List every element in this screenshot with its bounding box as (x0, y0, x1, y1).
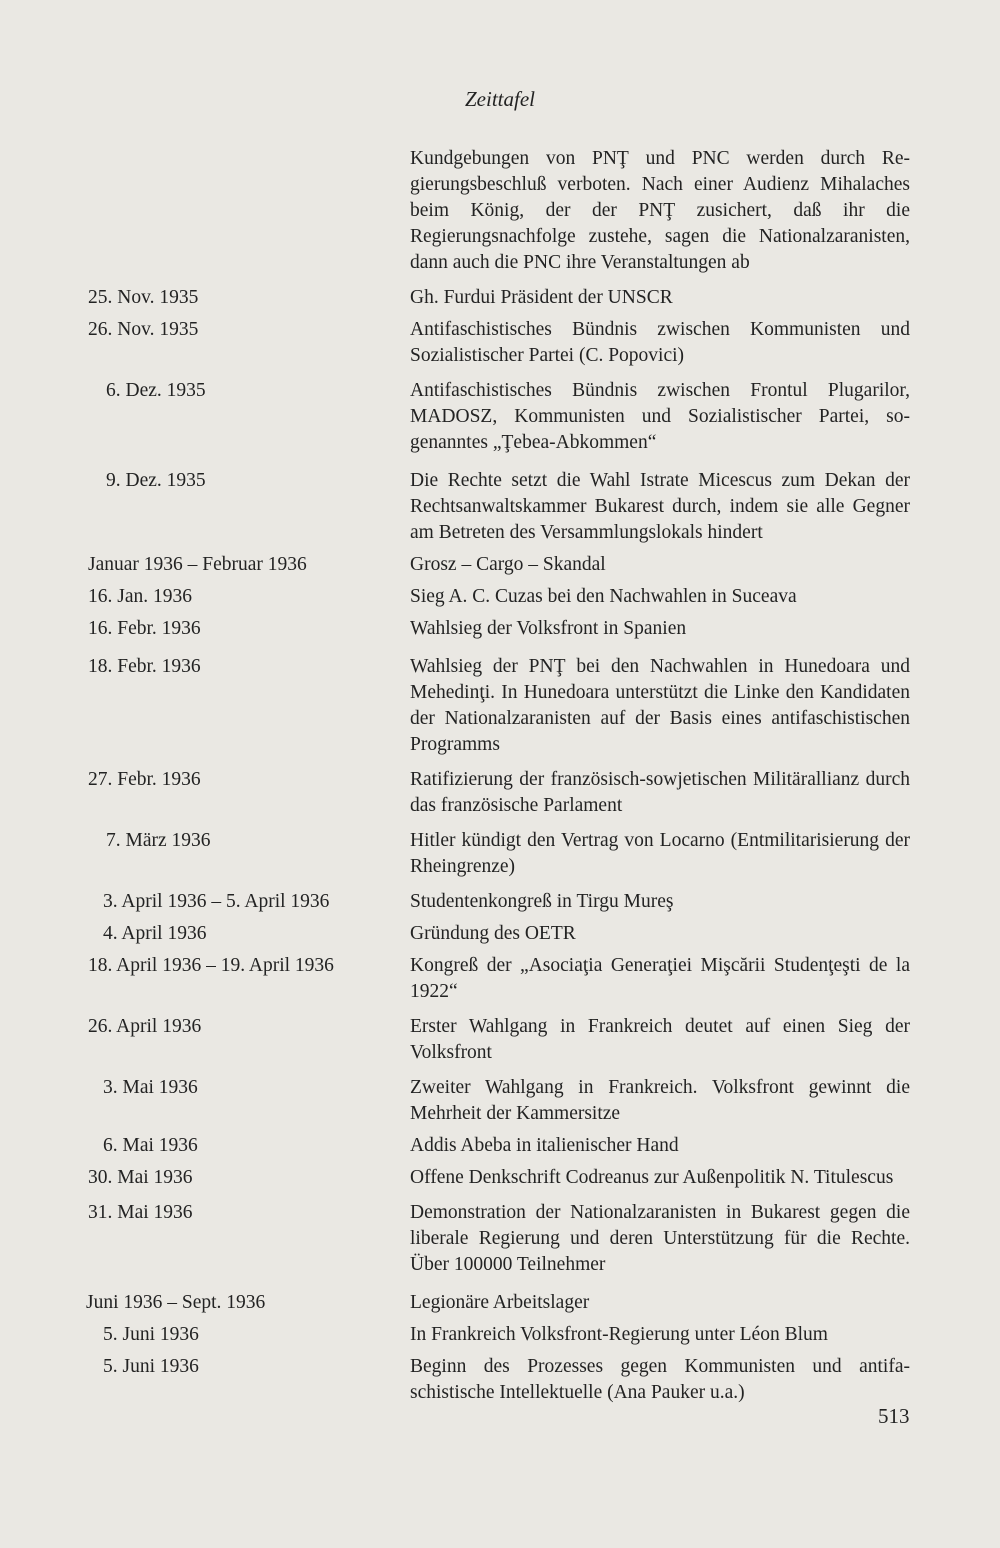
chronology-entry (0, 285, 1000, 311)
entry-date: 7. März 1936 (106, 830, 211, 851)
entry-text: Gründung des OETR (410, 923, 576, 944)
chronology-entry (0, 552, 1000, 578)
chronology-entry (0, 1075, 1000, 1127)
chronology-entry (0, 953, 1000, 1005)
entry-date: 26. Nov. 1935 (88, 319, 199, 340)
chronology-entry (0, 889, 1000, 915)
chronology-entry (0, 1200, 1000, 1278)
entry-date: 31. Mai 1936 (88, 1202, 193, 1223)
entry-text: In Frankreich Volksfront-Regierung unter Léon Blum (410, 1324, 828, 1345)
running-head: Zeittafel (465, 87, 535, 111)
entry-text: Die Rechte setzt die Wahl Istrate Micescus zum Dekan der Rechtsanwaltskammer Bukarest durch, indem sie alle Gegner am Betreten des Versammlungslokals hindert (410, 470, 910, 543)
entry-date: 16. Jan. 1936 (88, 586, 192, 607)
entry-date: 30. Mai 1936 (88, 1167, 193, 1188)
chronology-entry (0, 146, 1000, 276)
entry-text: Wahlsieg der PNŢ bei den Nachwahlen in Hunedoara und Mehedinţi. In Hunedoara unterstützt die Linke den Kandidaten der Nationalzaranisten auf der Basis eines antifaschistischen Programms (410, 656, 910, 755)
entry-text: Kundgebungen von PNŢ und PNC werden durch Regierungsbeschluß verboten. Nach einer Audienz Mihalaches beim König, der der PNŢ zusichert, daß ihr die Regierungsnachfolge zustehe, sagen die Nationalzaranisten, dann auch die PNC ihre Veranstaltungen ab (410, 148, 910, 273)
entry-text: Beginn des Prozesses gegen Kommunisten und antifaschistische Intellektuelle (Ana Pauker u.a.) (410, 1356, 910, 1403)
entry-date: 25. Nov. 1935 (88, 287, 199, 308)
chronology-entry (0, 767, 1000, 819)
entry-text: Demonstration der Nationalzaranisten in Bukarest gegen die liberale Regierung und deren Unterstützung für die Rechte. Über 100000 Teilnehmer (410, 1202, 910, 1275)
entry-date: 3. April 1936 – 5. April 1936 (103, 891, 330, 912)
entry-date: 18. Febr. 1936 (88, 656, 201, 677)
entry-text: Sieg A. C. Cuzas bei den Nachwahlen in Suceava (410, 586, 797, 607)
entry-text: Gh. Furdui Präsident der UNSCR (410, 287, 673, 308)
entry-text: Antifaschistisches Bündnis zwischen Kommunisten und Sozialistischer Partei (C. Popovici) (410, 319, 910, 366)
entry-date: 3. Mai 1936 (103, 1077, 198, 1098)
entry-date: Januar 1936 – Februar 1936 (88, 554, 307, 575)
chronology-entry (0, 828, 1000, 880)
entry-date: 4. April 1936 (103, 923, 207, 944)
chronology-entry (0, 1322, 1000, 1348)
chronology-list (0, 146, 1000, 1406)
entry-date: 26. April 1936 (88, 1016, 202, 1037)
entry-date: 6. Dez. 1935 (106, 380, 206, 401)
entry-text: Hitler kündigt den Vertrag von Locarno (Entmilitarisierung der Rheingrenze) (410, 830, 910, 877)
chronology-entry (0, 1165, 1000, 1191)
chronology-entry (0, 1290, 1000, 1316)
entry-date: 6. Mai 1936 (103, 1135, 198, 1156)
chronology-entry (0, 378, 1000, 456)
entry-text: Grosz – Cargo – Skandal (410, 554, 606, 575)
entry-text: Offene Denkschrift Codreanus zur Außenpolitik N. Titulescus (410, 1167, 894, 1188)
chronology-entry (0, 317, 1000, 369)
entry-text: Kongreß der „Asociaţia Generaţiei Mişcării Studenţeşti de la 1922“ (410, 955, 910, 1002)
entry-date: 18. April 1936 – 19. April 1936 (88, 955, 334, 976)
entry-text: Ratifizierung der französisch-sowjetischen Militärallianz durch das französische Parlament (410, 769, 910, 816)
chronology-entry (0, 468, 1000, 546)
entry-date: 27. Febr. 1936 (88, 769, 201, 790)
chronology-entry (0, 584, 1000, 610)
chronology-entry (0, 1133, 1000, 1159)
entry-text: Legionäre Arbeitslager (410, 1292, 590, 1313)
chronology-entry (0, 1354, 1000, 1406)
entry-date: 5. Juni 1936 (103, 1356, 199, 1377)
chronology-entry (0, 654, 1000, 758)
chronology-entry (0, 1014, 1000, 1066)
entry-text: Studentenkongreß in Tirgu Mureş (410, 891, 674, 912)
chronology-entry (0, 921, 1000, 947)
entry-date: 16. Febr. 1936 (88, 618, 201, 639)
entry-date: Juni 1936 – Sept. 1936 (86, 1292, 266, 1313)
page-number: 513 (878, 1404, 910, 1428)
entry-text: Wahlsieg der Volksfront in Spanien (410, 618, 687, 639)
entry-text: Addis Abeba in italienischer Hand (410, 1135, 679, 1156)
chronology-entry (0, 616, 1000, 642)
entry-text: Zweiter Wahlgang in Frankreich. Volksfront gewinnt die Mehrheit der Kammersitze (410, 1077, 910, 1124)
entry-text: Antifaschistisches Bündnis zwischen Frontul Plugarilor, MADOSZ, Kommunisten und Sozialistischer Partei, sogenanntes „Ţebea-Abkommen“ (410, 380, 910, 453)
entry-text: Erster Wahlgang in Frankreich deutet auf einen Sieg der Volksfront (410, 1016, 910, 1063)
entry-date: 5. Juni 1936 (103, 1324, 199, 1345)
entry-date: 9. Dez. 1935 (106, 470, 206, 491)
